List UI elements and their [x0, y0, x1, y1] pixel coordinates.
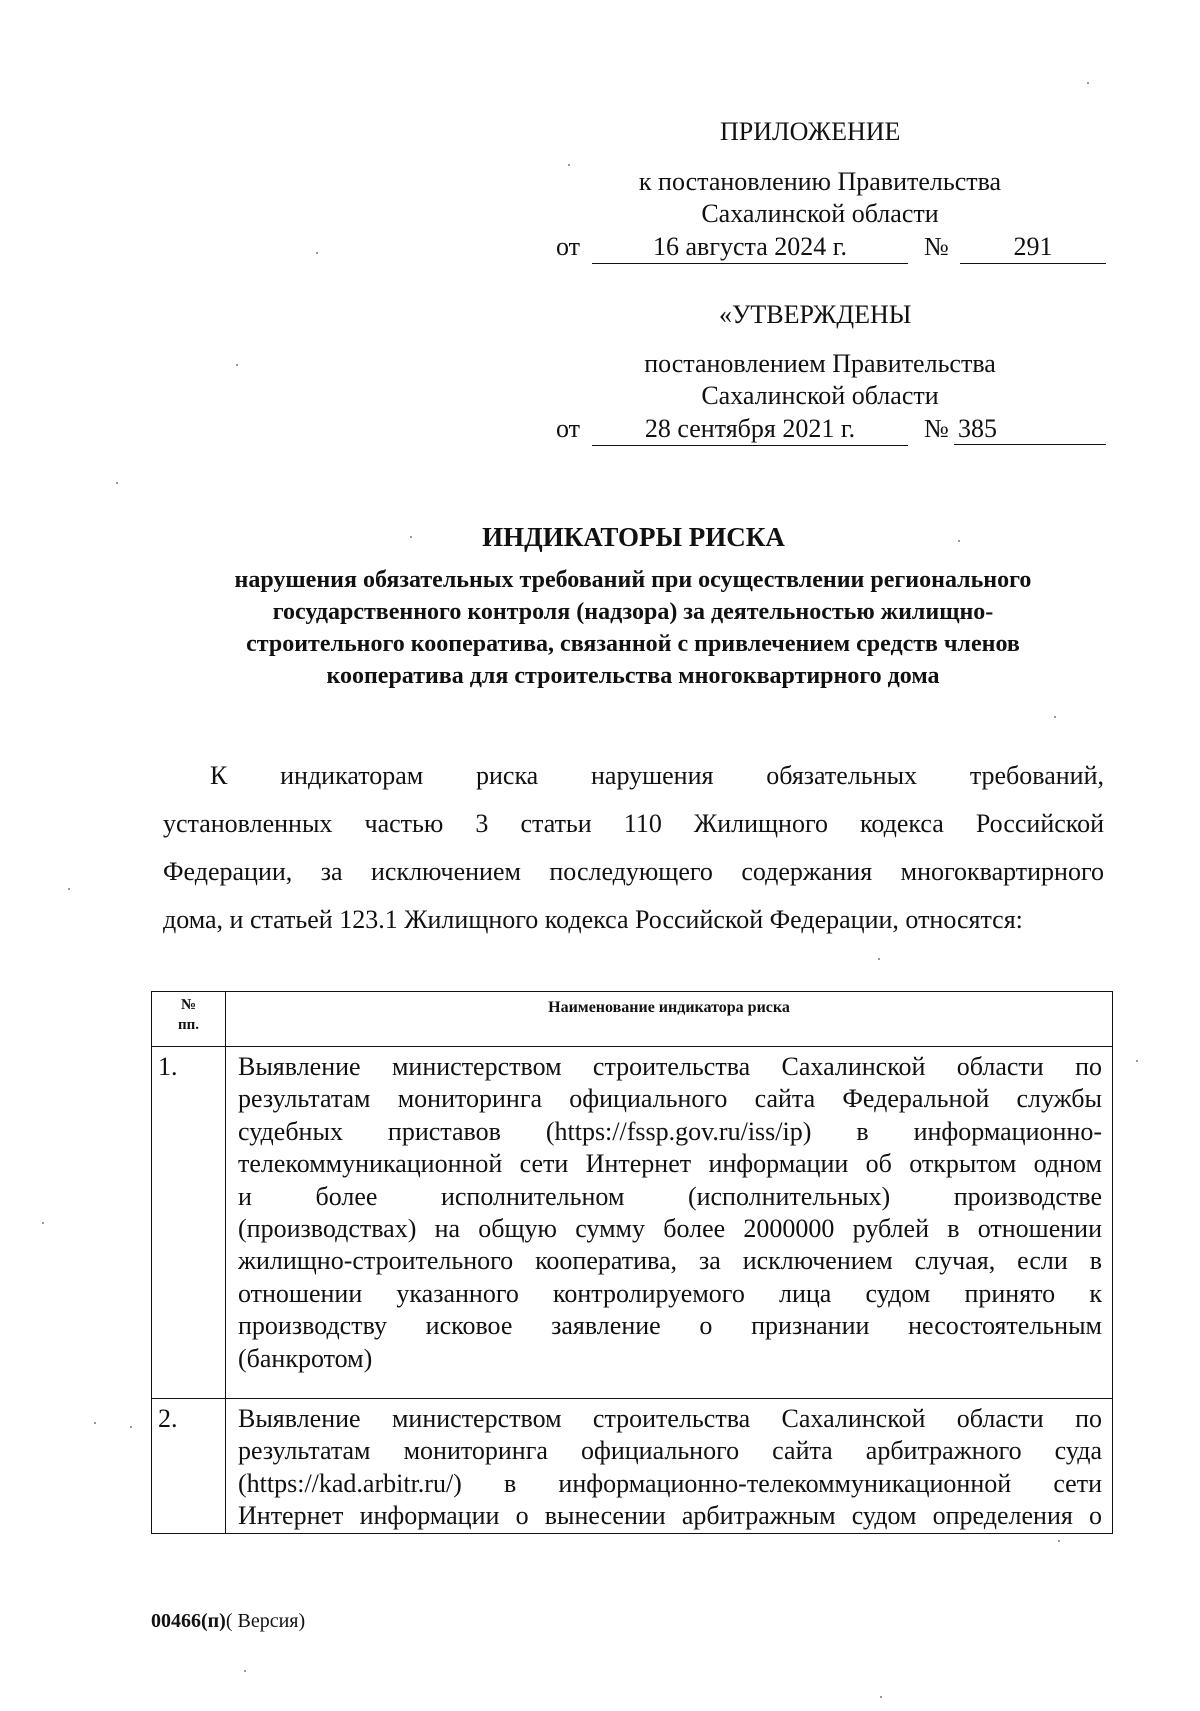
subtitle-line: строительного кооператива, связанной с привлечением средств членов [246, 631, 1020, 657]
paragraph-line: дома, и статьей 123.1 Жилищного кодекса Российской Федерации, относятся: [163, 905, 1023, 934]
row-text-line: отношении указанного контролируемого лица судом принято к [238, 1278, 1102, 1308]
approved-number: 385 [954, 413, 1106, 445]
scan-speck [880, 1696, 882, 1698]
row-text [226, 1399, 1113, 1534]
document-version: ( Версия) [225, 1610, 306, 1632]
scan-speck [42, 1222, 44, 1224]
row-text-line: (банкротом) [238, 1343, 373, 1373]
intro-paragraph [163, 752, 1104, 944]
document-code: 00466(п) [151, 1610, 226, 1632]
row-text-line: Интернет информации о вынесении арбитражным судом определения о [238, 1501, 1102, 1531]
approved-line-1: постановлением Правительства [644, 349, 996, 378]
appendix-line-2: Сахалинской области [701, 199, 939, 228]
appendix-number-label: № [924, 232, 949, 261]
approved-date: 28 сентября 2021 г. [592, 413, 908, 446]
row-text-line: Выявление министерством строительства Сахалинской области по [238, 1052, 1102, 1081]
row-text-line: (https://kad.arbitr.ru/) в информационно-телекоммуникационной сети [238, 1468, 1102, 1498]
scan-speck [316, 252, 318, 254]
subtitle-line: государственного контроля (надзора) за деятельностью жилищно- [272, 599, 994, 625]
scan-speck [94, 1422, 96, 1424]
scan-speck [1087, 82, 1089, 84]
scan-speck [68, 888, 70, 890]
appendix-date: 16 августа 2024 г. [592, 231, 908, 264]
scan-speck [130, 1426, 132, 1428]
row-text-line: телекоммуникационной сети Интернет информации об открытом одном [238, 1149, 1102, 1179]
row-number: 1. [152, 1047, 226, 1399]
document-subtitle [150, 564, 1116, 692]
scan-speck [568, 164, 570, 166]
scan-speck [1058, 1540, 1060, 1542]
table-header-row [152, 992, 1113, 1047]
scan-speck [878, 958, 880, 960]
scan-speck [1054, 716, 1056, 718]
row-text-line: судебных приставов (https://fssp.gov.ru/iss/ip) в информационно- [238, 1116, 1102, 1146]
scan-speck [244, 1670, 246, 1672]
approved-line-2: Сахалинской области [701, 381, 939, 410]
paragraph-line: установленных частью 3 статьи 110 Жилищного кодекса Российской [163, 809, 1104, 838]
row-text-line: производству исковое заявление о признании несостоятельным [238, 1311, 1102, 1341]
document-title: ИНДИКАТОРЫ РИСКА [482, 522, 785, 552]
table-row [152, 1047, 1113, 1399]
row-text-line: Выявление министерством строительства Сахалинской области по [238, 1404, 1102, 1433]
appendix-line-1: к постановлению Правительства [638, 167, 1002, 196]
row-number: 2. [152, 1399, 226, 1534]
appendix-heading: ПРИЛОЖЕНИЕ [720, 117, 901, 146]
row-text-line: результатам мониторинга официального сайта Федеральной службы [238, 1084, 1102, 1114]
approved-number-label: № [924, 414, 949, 443]
row-text-line: и более исполнительном (исполнительных) производстве [238, 1181, 1102, 1211]
risk-indicators-table [151, 991, 1113, 1534]
table-row [152, 1399, 1113, 1534]
row-text-line: (производствах) на общую сумму более 2000000 рублей в отношении [238, 1213, 1102, 1243]
paragraph-line: К индикаторам риска нарушения обязательных требований, [210, 761, 1104, 790]
scan-speck [236, 364, 238, 366]
column-header-number: № пп. [152, 992, 226, 1047]
appendix-number: 291 [960, 231, 1106, 264]
paragraph-line: Федерации, за исключением последующего содержания многоквартирного [163, 857, 1104, 886]
scan-speck [958, 540, 960, 542]
column-header-name: Наименование индикатора риска [226, 992, 1113, 1047]
scan-speck [116, 482, 118, 484]
row-text [226, 1047, 1113, 1399]
scan-speck [410, 536, 412, 538]
subtitle-line: нарушения обязательных требований при осуществлении регионального [234, 567, 1032, 593]
appendix-from-label: от [556, 232, 581, 261]
document-footer [151, 1608, 305, 1634]
row-text-line: результатам мониторинга официального сайта арбитражного суда [238, 1436, 1102, 1466]
approved-from-label: от [556, 414, 581, 443]
approved-heading: «УТВЕРЖДЕНЫ [719, 300, 912, 329]
subtitle-line: кооператива для строительства многоквартирного дома [326, 663, 940, 689]
row-text-line: жилищно-строительного кооператива, за исключением случая, если в [238, 1246, 1102, 1276]
scan-speck [1136, 1060, 1138, 1062]
